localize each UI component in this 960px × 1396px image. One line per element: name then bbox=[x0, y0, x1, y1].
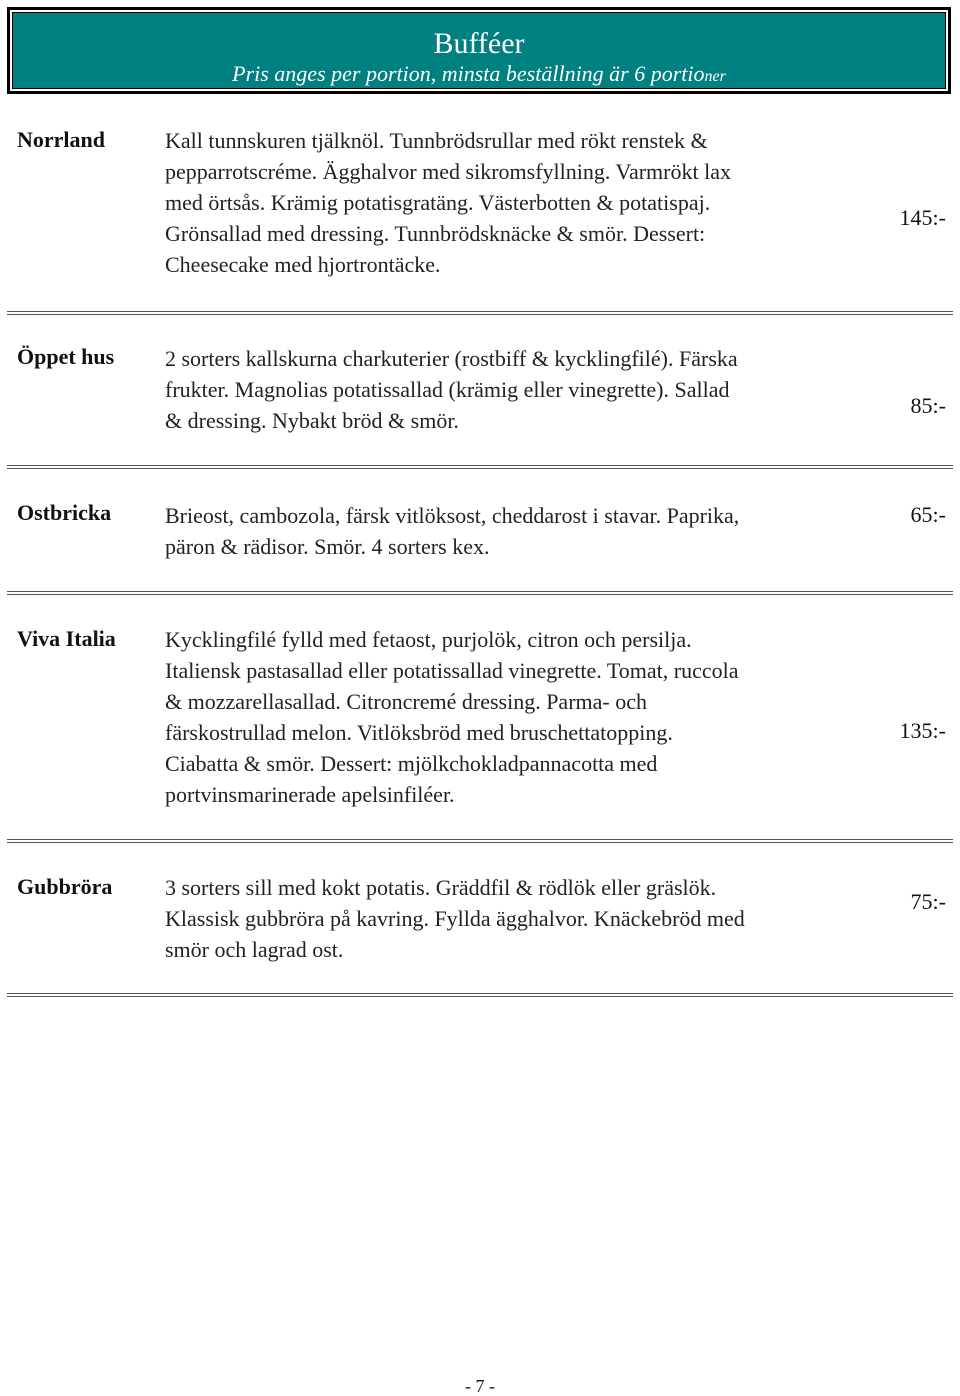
section-divider bbox=[7, 311, 953, 315]
description-line: Kycklingfilé fylld med fetaost, purjolök, citron och persilja. bbox=[165, 627, 692, 652]
menu-item-name: Norrland bbox=[17, 127, 105, 152]
description-line: Grönsallad med dressing. Tunnbrödsknäcke & smör. Dessert: bbox=[165, 221, 706, 246]
subtitle-tail: ner bbox=[704, 68, 726, 85]
description-line: 2 sorters kallskurna charkuterier (rostbiff & kycklingfilé). Färska bbox=[165, 346, 738, 371]
description-line: Kall tunnskuren tjälknöl. Tunnbrödsrullar med rökt renstek & bbox=[165, 128, 708, 153]
description-line: & mozzarellasallad. Citroncremé dressing. Parma- och bbox=[165, 689, 647, 714]
subtitle-main: Pris anges per portion, minsta beställning är 6 portio bbox=[232, 61, 705, 86]
page-title: Bufféer bbox=[433, 27, 525, 60]
description-line: smör och lagrad ost. bbox=[165, 937, 344, 962]
description-line: frukter. Magnolias potatissallad (krämig eller vinegrette). Sallad bbox=[165, 377, 730, 402]
menu-item-description bbox=[165, 872, 885, 965]
menu-item-description bbox=[165, 125, 885, 280]
menu-item-description bbox=[165, 500, 885, 562]
menu-item-price: 135:- bbox=[899, 718, 946, 743]
page-number: - 7 - bbox=[465, 1376, 495, 1396]
menu-item-price: 65:- bbox=[910, 502, 946, 527]
menu-item-price: 145:- bbox=[899, 205, 946, 230]
description-line: Italiensk pastasallad eller potatissallad vinegrette. Tomat, ruccola bbox=[165, 658, 739, 683]
description-line: päron & rädisor. Smör. 4 sorters kex. bbox=[165, 534, 490, 559]
page-subtitle bbox=[13, 61, 945, 90]
description-line: Klassisk gubbröra på kavring. Fyllda ägghalvor. Knäckebröd med bbox=[165, 906, 745, 931]
menu-item-name: Gubbröra bbox=[17, 874, 113, 899]
menu-item-price: 75:- bbox=[910, 889, 946, 914]
description-line: 3 sorters sill med kokt potatis. Gräddfil & rödlök eller gräslök. bbox=[165, 875, 717, 900]
description-line: med örtsås. Krämig potatisgratäng. Västerbotten & potatispaj. bbox=[165, 190, 711, 215]
description-line: portvinsmarinerade apelsinfiléer. bbox=[165, 782, 455, 807]
section-divider bbox=[7, 465, 953, 469]
menu-item-name: Öppet hus bbox=[17, 344, 115, 369]
section-divider bbox=[7, 993, 953, 997]
description-line: Brieost, cambozola, färsk vitlöksost, cheddarost i stavar. Paprika, bbox=[165, 503, 740, 528]
description-line: färskostrullad melon. Vitlöksbröd med bruschettatopping. bbox=[165, 720, 673, 745]
section-divider bbox=[7, 839, 953, 843]
description-line: & dressing. Nybakt bröd & smör. bbox=[165, 408, 459, 433]
menu-item-price: 85:- bbox=[910, 393, 946, 418]
description-line: pepparrotscréme. Ägghalvor med sikromsfyllning. Varmrökt lax bbox=[165, 159, 731, 184]
menu-item-name: Viva Italia bbox=[17, 626, 116, 651]
description-line: Cheesecake med hjortrontäcke. bbox=[165, 252, 441, 277]
menu-item-description bbox=[165, 343, 885, 436]
description-line: Ciabatta & smör. Dessert: mjölkchokladpannacotta med bbox=[165, 751, 658, 776]
header-banner bbox=[12, 12, 946, 89]
section-divider bbox=[7, 591, 953, 595]
menu-item-description bbox=[165, 624, 885, 810]
header-box bbox=[7, 7, 951, 94]
menu-item-name: Ostbricka bbox=[17, 500, 112, 525]
